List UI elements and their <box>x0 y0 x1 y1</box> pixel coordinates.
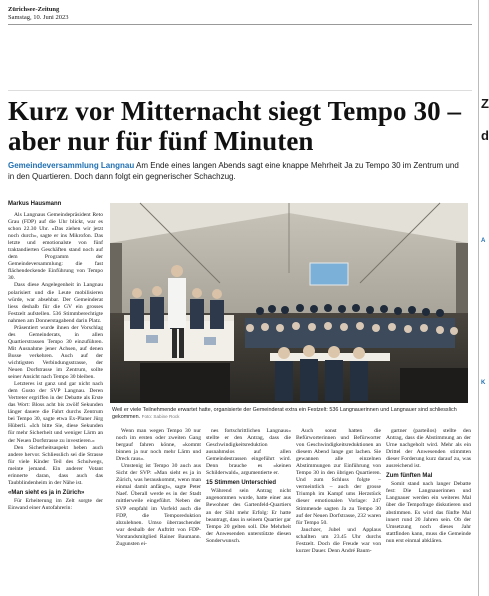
tent-assembly-photo <box>110 203 468 403</box>
body-column-5 <box>386 428 471 545</box>
article-headline <box>8 96 468 156</box>
paragraph: gartner (parteilos) stellte den Antrag, dass die Abstimmung an der Urne nachgeholt wird. Mehr als ein Drittel der Anwesenden stimmten dieser Forderung kurz darauf zu, was ausreichend ist. <box>386 428 471 470</box>
body-column-3 <box>206 428 291 545</box>
paragraph: Letzteres ist ganz und gar nicht nach dem Gusto der SVP Langnau. Deren Vertreter ergriffen in der Debatte als Erste das Wort: Bloss acht bis zwölf Sekunden länger dauere die Fahrt durchs Zentrum bei Tempo 30, sagte etwa Ex-Planer Jürg Hüberli. «Ich bitte Sie, diese Sekunden für mehr Sicherheit und weniger Lärm an der Neuen Dorfstrasse zu investieren.» <box>8 381 103 444</box>
paragraph: Während sein Antrag nicht angenommen wurde, hatte einer aus Bewohner des Gartenfeld-Quartiers an der Sihl mehr Erfolg: Er hatte beantragt, dass in seinem Quartier gar Tempo 20 gelten soll. Die Mehrheit der Anwesenden unterstützte diesen Sonderwunsch. <box>206 488 291 544</box>
paragraph: Als Langnaus Gemeindepräsident Reto Grau (FDP) auf die Uhr blickt, war es schon 22.30 Uhr. «Das ziehen wir jetzt noch durch», sagte er ins Mikrofon. Das letzte und emotionalste von fünf traktandierten Geschäften stand noch auf dem Programm der Gemeindeversammlung: die fast flächendeckende Einführung von Tempo 30. <box>8 212 103 282</box>
sidebar-fragment: d <box>481 128 489 143</box>
subheading: «Man sieht es ja in Zürich» <box>8 489 85 496</box>
subheading: 15 Stimmen Unterschied <box>206 480 277 487</box>
article-photo <box>110 203 468 403</box>
paragraph: Jauchzer, Jubel und Applaus schallten um 23.45 Uhr durchs Festzelt. Doch die Freude war von kurzer Dauer. Denn André Baum- <box>296 526 381 554</box>
masthead-rule <box>8 24 472 25</box>
paragraph: Wenn man wegen Tempo 30 nur noch im ersten oder zweiten Gang bergauf fahren könne, «kommt binnen ja nur noch mehr Lärm und Dreck raus». <box>116 428 201 463</box>
body-column-4 <box>296 428 381 555</box>
body-column-1 <box>8 212 103 512</box>
headline-line-1: Kurz vor Mitternacht siegt Tempo 30 – <box>8 96 462 126</box>
paragraph: nes fortschrittlichen Langnaus» stellte er den Antrag, dass die Geschwindigkeitsreduktion ausnahmslos auf allen Gemeindestrassen eingeführt wird. Denn brauche es «keinen Schilderwald», argumentierte er. <box>206 428 291 477</box>
headline-line-2: aber nur für fünf Minuten <box>8 126 314 156</box>
byline: Markus Hausmann <box>8 201 62 207</box>
sidebar-fragment: A <box>481 238 486 244</box>
photo-caption <box>112 407 467 421</box>
paragraph: Umstenig ist Tempo 30 auch aus Sicht der SVP: «Man sieht es ja in Zürich, was herauskommt, wenn man einmal damit anfängt», sagte Peter Naef. Überall werde es in der Stadt mittlerweile eingeführt. Neben der SVP empfahl im Vorfeld auch die FDP, die Temporeduktion abzulehnen. Umso überraschender war deshalb der Auftritt von FDP-Vorstandsmitglied Rainer Baumann. Zugunsten ei- <box>116 463 201 547</box>
subheading: Zum fünften Mal <box>386 473 433 480</box>
sidebar-fragment: Z <box>481 96 489 111</box>
paragraph: Auch sonst hatten die Befürworterinnen und Befürworter von Geschwindigkeitsreduktionen an diesem Abend lange gut lachen. Sie gewannen alle einzelnen Abstimmungen zur Einführung von Tempo 30 in den übrigen Quartieren. Und zum Schluss folgte – vermeintlich – auch der grosse Triumph im Kampf ums Herzstück dieser emotionalen Vorlage: 247 Stimmende sagten Ja zu Tempo 30 auf der Neuen Dorfstrasse, 232 waren für Tempo 50. <box>296 428 381 526</box>
paragraph: Den Sicherheitsaspekt heben auch andere hervor. Schliesslich sei die Strasse für viele Kinder Teil des Schulwegs, meinte jemand. Ein anderer Votant erinnerte daran, dass auch das Taubblindenheim in der Nähe ist. <box>8 444 103 486</box>
newspaper-name: Zürichsee-Zeitung <box>8 6 60 13</box>
article-lead <box>8 160 463 182</box>
paragraph: Somit stand nach langer Debatte fest: Die Langnauerinnen und Langnauer werden ein weiteres Mal über die Tempofrage diskutieren und abstimmen. Es wird das fünfte Mal innert rund 20 Jahren sein. Ob der Umsetzung noch dieses Jahr stattfinden kann, muss die Gemeinde nun erst einmal abklären. <box>386 481 471 544</box>
photo-credit: Foto: Sabine Rock <box>141 413 180 419</box>
paragraph: Dass diese Angelegenheit in Langnau polarisiert und die Leute mobilisieren würde, war absehbar. Der Gemeinderat liess deshalb für die GV ein grosses Festzelt aufstellen. 536 Stimmberechtigte nahmen am Donnerstagabend darin Platz. <box>8 282 103 324</box>
next-article-edge <box>478 0 488 596</box>
sidebar-fragment: K <box>481 380 486 386</box>
caption-text: Weil er viele Teilnehmende erwartet hatte, organisierte der Gemeinderat extra ein Festzelt: 536 Langnauerinnen und Langnauer sind schliesslich gekommen. <box>112 407 457 420</box>
paragraph: Präsentiert wurde ihnen der Vorschlag des Gemeinderats, in allen Quartierstrassen Tempo 30 einzuführen. Mit Ausnahme jener Achsen, auf denen Busse verkehren. Auch auf der wichtigsten Verbindungsstrasse, der Neuen Dorfstrasse im Zentrum, sollte seiner Ansicht nach Tempo 30 bleiben. <box>8 324 103 381</box>
body-column-2 <box>116 428 201 548</box>
lead-text: Am Ende eines langen Abends sagt eine knappe Mehrheit Ja zu Tempo 30 im Zentrum und in den Quartieren. Doch dann folgt ein gegnerischer Schachzug. <box>8 161 459 181</box>
top-divider <box>8 90 472 91</box>
masthead <box>8 6 69 22</box>
paragraph: Für Erheiterung im Zelt sorgte der Einwand einer Autofahrerin: <box>8 497 103 511</box>
issue-date: Samstag, 10. Juni 2023 <box>8 14 69 21</box>
lead-kicker: Gemeindeversammlung Langnau <box>8 161 135 170</box>
